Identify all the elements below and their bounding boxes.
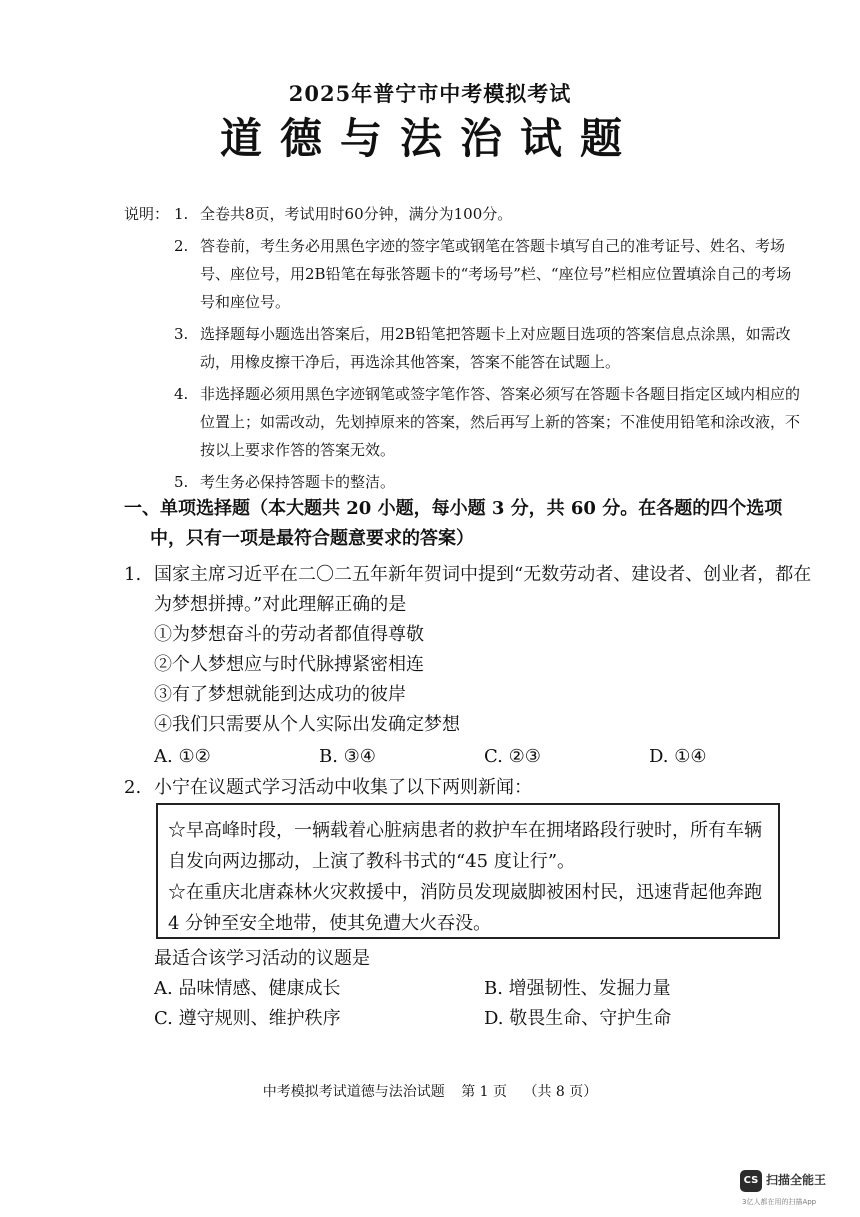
instruction-item: 5. 考生务必保持答题卡的整洁。 <box>174 473 396 491</box>
instructions <box>124 200 804 496</box>
scanner-watermark: CS 扫描全能王 3亿人都在用的扫描App <box>740 1168 850 1208</box>
question-1 <box>124 560 814 772</box>
options <box>124 1004 814 1034</box>
question-number: 2. <box>124 777 142 798</box>
question-2 <box>124 773 814 803</box>
page-number: 第 1 页 <box>461 1084 507 1100</box>
statement: ②个人梦想应与时代脉搏紧密相连 <box>154 654 424 675</box>
news-item: ☆早高峰时段，一辆载着心脏病患者的救护车在拥堵路段行驶时，所有车辆自发向两边挪动，上演了教科书式的“45 度让行”。 <box>168 820 762 872</box>
statement: ④我们只需要从个人实际出发确定梦想 <box>154 714 460 735</box>
section-heading: 一、单项选择题（本大题共 20 小题，每小题 3 分，共 60 分。在各题的四个选项 中，只有一项是最符合题意要求的答案） <box>124 498 783 549</box>
option-b: B. ③④ <box>319 746 376 767</box>
exam-subtitle: 2025年普宁市中考模拟考试 <box>288 81 572 106</box>
news-box <box>156 803 780 939</box>
option-a: A. ①② <box>154 746 211 767</box>
option-b: B. 增强韧性、发掘力量 <box>484 978 671 999</box>
page-total: （共 8 页） <box>523 1084 598 1100</box>
question-prompt: 最适合该学习活动的议题是 <box>154 948 370 969</box>
instruction-item: 2. 答卷前，考生务必用黑色字迹的签字笔或钢笔在答题卡填写自己的准考证号、姓名、考场号、座位号，用2B铅笔在每张答题卡的“考场号”栏、“座位号”栏相应位置填涂自己的考场号和座位号。 <box>174 237 792 311</box>
news-item: ☆在重庆北唐森林火灾救援中，消防员发现崴脚被困村民，迅速背起他奔跑 4 分钟至安全地带，使其免遭大火吞没。 <box>168 882 762 934</box>
statement: ③有了梦想就能到达成功的彼岸 <box>154 684 406 705</box>
instruction-item: 3. 选择题每小题选出答案后，用2B铅笔把答题卡上对应题目选项的答案信息点涂黑，如需改动，用橡皮擦干净后，再选涂其他答案，答案不能答在试题上。 <box>174 325 791 371</box>
scanner-logo-icon: CS <box>740 1170 762 1192</box>
question-stem: 国家主席习近平在二〇二五年新年贺词中提到“无数劳动者、建设者、创业者，都在为梦想拼搏。”对此理解正确的是 <box>154 564 812 615</box>
option-c: C. ②③ <box>484 746 541 767</box>
instruction-item: 说明： 1. 全卷共8页，考试用时60分钟，满分为100分。 <box>124 200 804 228</box>
options <box>124 742 814 772</box>
page-footer: 中考模拟考试道德与法治试题 第 1 页 （共 8 页） <box>262 1084 598 1100</box>
exam-title: 道德与法治试题 <box>219 114 640 163</box>
option-a: A. 品味情感、健康成长 <box>154 978 341 999</box>
statement: ①为梦想奋斗的劳动者都值得尊敬 <box>154 624 424 645</box>
option-d: D. 敬畏生命、守护生命 <box>484 1008 672 1029</box>
option-c: C. 遵守规则、维护秩序 <box>154 1008 341 1029</box>
option-d: D. ①④ <box>649 746 707 767</box>
question-2-options <box>124 944 814 1034</box>
options <box>124 974 814 1004</box>
instruction-item: 4. 非选择题必须用黑色字迹钢笔或签字笔作答、答案必须写在答题卡各题目指定区域内相应的位置上；如需改动，先划掉原来的答案，然后再写上新的答案；不准使用铅笔和涂改液，不按以上要求作答的答案无效。 <box>174 385 801 459</box>
question-number: 1. <box>124 564 142 585</box>
question-stem: 小宁在议题式学习活动中收集了以下两则新闻： <box>154 777 532 798</box>
instructions-lead: 说明： <box>124 205 170 223</box>
